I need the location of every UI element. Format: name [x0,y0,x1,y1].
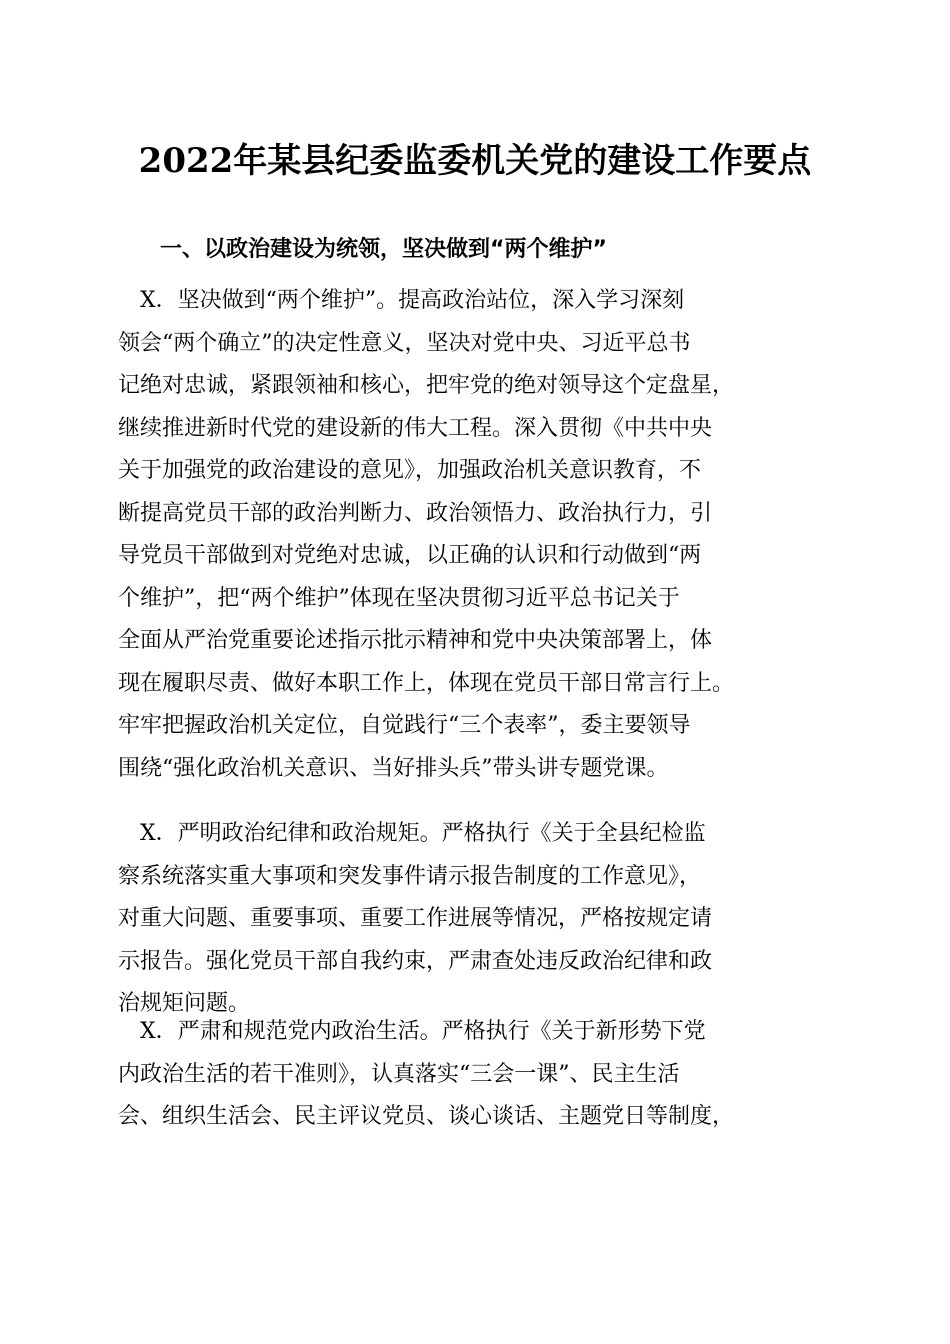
document-title: 2022年某县纪委监委机关党的建设工作要点 [138,141,812,181]
section-heading: 一、以政治建设为统领，坚决做到“两个维护” [160,237,607,262]
paragraph-line: 记绝对忠诚，紧跟领袖和核心，把牢党的绝对领导这个定盘星， [118,373,735,398]
paragraph-line: 围绕“强化政治机关意识、当好排头兵”带头讲专题党课。 [118,755,669,781]
paragraph-line: X．严肃和规范党内政治生活。严格执行《关于新形势下党 [118,1019,706,1044]
paragraph-line: X．坚决做到“两个维护”。提高政治站位，深入学习深刻 [118,288,685,313]
paragraph-line: 导党员干部做到对党绝对忠诚，以正确的认识和行动做到“两 [118,543,702,568]
paragraph-line: 关于加强党的政治建设的意见》，加强政治机关意识教育，不 [118,458,702,483]
paragraph-line: 断提高党员干部的政治判断力、政治领悟力、政治执行力，引 [118,500,713,526]
paragraph-line: 示报告。强化党员干部自我约束，严肃查处违反政治纪律和政 [118,948,713,974]
paragraph-line: 现在履职尽责、做好本职工作上，体现在党员干部日常言行上。 [118,670,735,696]
paragraph-line: 全面从严治党重要论述指示批示精神和党中央决策部署上，体 [118,628,713,653]
paragraph-line: 察系统落实重大事项和突发事件请示报告制度的工作意见》， [118,863,702,889]
paragraph-line: 牢牢把握政治机关定位，自觉践行“三个表率”，委主要领导 [118,713,691,738]
paragraph-line: 会、组织生活会、民主评议党员、谈心谈话、主题党日等制度， [118,1104,735,1129]
paragraph-line: 内政治生活的若干准则》，认真落实“三会一课”、民主生活 [118,1061,680,1087]
paragraph-uphold-two-safeguards [118,280,838,790]
paragraph-line: 治规矩问题。 [118,991,251,1016]
paragraph-line: X．严明政治纪律和政治规矩。严格执行《关于全县纪检监 [118,821,706,846]
paragraph-political-discipline [118,813,838,1026]
paragraph-line: 领会“两个确立”的决定性意义，坚决对党中央、习近平总书 [118,330,691,356]
paragraph-party-political-life [118,1011,838,1139]
paragraph-line: 对重大问题、重要事项、重要工作进展等情况，严格按规定请 [118,906,713,931]
paragraph-line: 个维护”，把“两个维护”体现在坚决贯彻习近平总书记关于 [118,585,680,611]
paragraph-line: 继续推进新时代党的建设新的伟大工程。深入贯彻《中共中央 [118,415,713,441]
